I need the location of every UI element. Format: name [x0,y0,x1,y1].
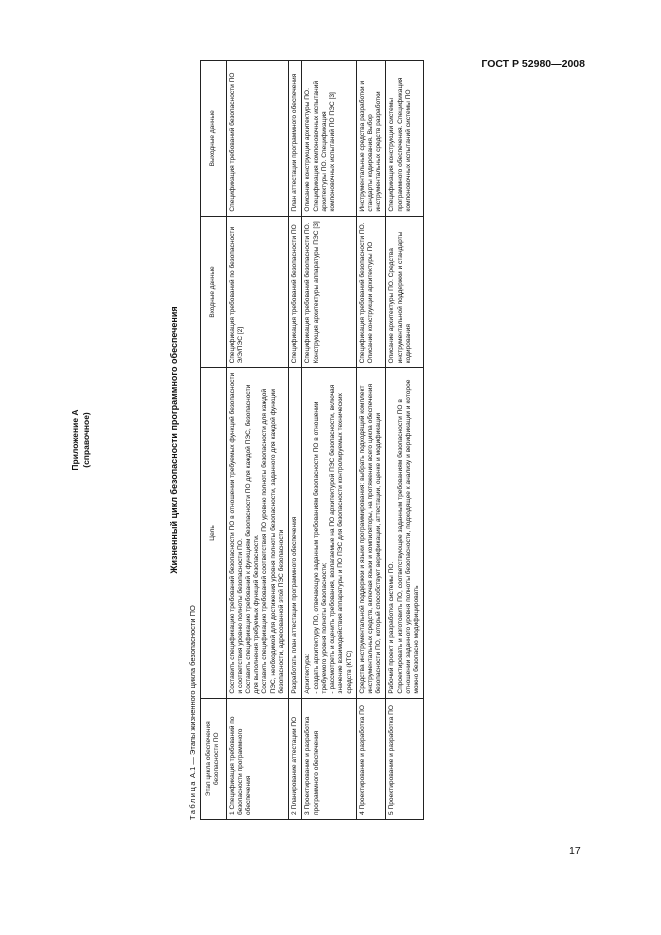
goal-line: Составить спецификацию требований безопасности ПО в отношении требуемых функций безопасности и соответствия уровню полноты безопасности ПО. [228,372,244,694]
appendix-heading [70,60,91,820]
goal-line: Рабочий проект и разработка системы ПО. [388,561,396,694]
page-number: 17 [569,845,581,857]
stage-cell: 5 Проектирование и разработка ПО [386,698,424,819]
stage-cell: 3 Проектирование и разработка программного обеспечения [302,698,356,819]
table-row [302,61,356,820]
main-title: Жизненный цикл безопасности программного обеспечения [169,306,180,574]
inputs-cell: Спецификация требований безопасности ПО. Описание конструкции архитектуры ПО [356,216,386,368]
table-caption-number: А.1 [188,766,198,778]
table-row [289,61,302,820]
inputs-cell: Описание архитектуры ПО. Средства инструментальной поддержки и стандарты кодирования [386,216,424,368]
header-stage: Этап цикла обеспечения безопасности ПО [201,698,226,819]
standard-number: ГОСТ Р 52980—2008 [481,58,585,70]
header-goal: Цель [201,368,226,698]
appendix-subtitle: (справочное) [80,412,91,468]
lifecycle-table [200,60,424,820]
header-inputs: Входные данные [201,216,226,368]
appendix-title: Приложение А [70,409,80,471]
outputs-cell: Инструментальные средства разработки и стандарты кодирования. Выбор инструментальных средств разработки [356,61,386,217]
goal-line: Разработать план аттестации программного обеспечения [291,516,299,694]
goal-line: Составить спецификацию требований к функциям безопасности ПО для каждой ПЭС, безопасности для выполнения требуемых функций безопасности. [244,384,261,694]
goal-line: Средства инструментальной поддержки и языки программирования: выбрать подходящий комплект инструментальных средств, включая языки и компиляторы, на протяжении всего цикла обеспечения безопасности ПО, который способствует верификации, аттестации, оценке и модификации [358,383,383,694]
table-caption-label: Таблица [188,780,198,820]
goal-cell [226,368,289,698]
outputs-cell: Спецификация конструкции системы программного обеспечения. Спецификация компоновочных испытаний системы ПО [386,61,424,217]
table-caption [188,60,197,820]
goal-cell [386,368,424,698]
table-caption-text: — Этапы жизненного цикла безопасности ПО [188,605,198,765]
outputs-cell: Спецификация требований безопасности ПО [226,61,289,217]
inputs-cell: Спецификация требований безопасности ПО [289,216,302,368]
goal-line: - рассмотреть и оценить требования, возлагаемые на ПО архитектурой ПЭС безопасности, включая значение взаимодействия аппаратуры и ПО ПЭС для безопасности контролируемых технических средств (КТС) [329,384,353,694]
stage-cell: 4 Проектирование и разработка ПО [356,698,386,819]
table-row [356,61,386,820]
outputs-cell: План аттестации программного обеспечения [289,61,302,217]
table-row [386,61,424,820]
table-row [226,61,289,820]
goal-line: Спроектировать и изготовить ПО, соответствующее заданным требованиям безопасности ПО в отношении заданного уровня полноты безопасности, подходящее к анализу и верификации и которое можно безопасно модифицировать [396,379,421,694]
stage-cell: 1 Спецификация требований по безопасности программного обеспечения [226,698,289,819]
goal-cell [356,368,386,698]
table-header-row [201,61,226,820]
inputs-cell: Спецификация требований безопасности ПО. Конструкция архитектуры аппаратуры ПЭС [3] [302,216,356,368]
goal-cell [289,368,302,698]
goal-line: - создать архитектуру ПО, отвечающую заданным требованиям безопасности ПО в отношении требуемого уровня полноты безопасности; [312,401,328,694]
header-outputs: Выходные данные [201,61,226,217]
inputs-cell: Спецификация требований по безопасности Э/Э/ПЭС [2] [226,216,289,368]
goal-line: Составить спецификацию требований соответствия ПО уровню полноты безопасности для каждой ПЭС, необходимой для достижения уровня полноты безопасности, заданного для каждой функции безопасности, адресованной этой ПЭС безопасности [261,388,285,694]
goal-cell [302,368,356,698]
outputs-cell: Описание конструкции архитектуры ПО. Спецификация компоновочных испытаний архитектуры ПО. Спецификация компоновочных испытаний ПО ПЭС [3] [302,61,356,217]
rotated-content [70,60,590,820]
stage-cell: 2 Планирование аттестации ПО [289,698,302,819]
goal-line: Архитектура: [304,653,312,694]
